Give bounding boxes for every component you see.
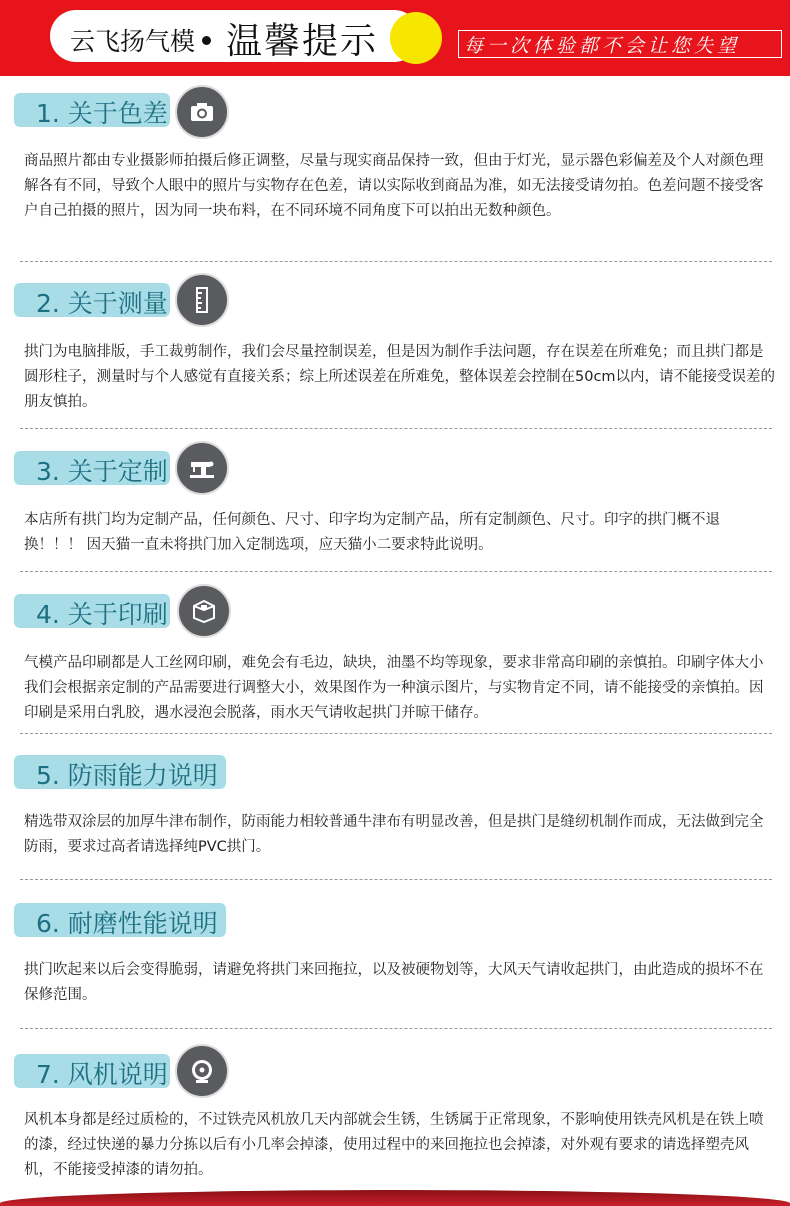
- section-heading-color-difference: [14, 93, 170, 127]
- section-heading-label: 2. 关于测量: [36, 289, 168, 318]
- section-paragraph: 拱门为电脑排版，手工裁剪制作，我们会尽量控制误差，但是因为制作手法问题，存在误差在所难免；而且拱门都是圆形柱子，测量时与个人感觉有直接关系；综上所述误差在所难免，整体误差会控制在50cm以内，请不能接受误差的朋友慎拍。: [24, 344, 776, 410]
- brand-name: 云飞扬气模: [70, 27, 196, 56]
- camera-icon: [175, 85, 229, 139]
- section-heading-label: 6. 耐磨性能说明: [36, 909, 218, 938]
- box-icon: [177, 584, 231, 638]
- section-heading-label: 4. 关于印刷: [36, 600, 168, 629]
- divider: [20, 733, 772, 734]
- footer-band: [0, 1190, 790, 1206]
- section-paragraph: 气模产品印刷都是人工丝网印刷，难免会有毛边，缺块，油墨不均等现象，要求非常高印刷的亲慎拍。印刷字体大小我们会根据亲定制的产品需要进行调整大小，效果图作为一种演示图片，与实物肯定不同，请不能接受的亲慎拍。因印刷是采用白乳胶，遇水浸泡会脱落，雨水天气请收起拱门并晾干储存。: [24, 655, 764, 721]
- divider: [20, 1028, 772, 1029]
- section-paragraph: 精选带双涂层的加厚牛津布制作，防雨能力相较普通牛津布有明显改善，但是拱门是缝纫机制作而成，无法做到完全防雨，要求过高者请选择纯PVC拱门。: [24, 814, 764, 855]
- section-heading-blower: [14, 1054, 170, 1088]
- section-heading-label: 1. 关于色差: [36, 99, 168, 128]
- section-paragraph: 本店所有拱门均为定制产品，任何颜色、尺寸、印字均为定制产品，所有定制颜色、尺寸。印字的拱门概不退换！！！ 因天猫一直未将拱门加入定制选项，应天猫小二要求特此说明。: [24, 512, 720, 553]
- fan-icon: [175, 1044, 229, 1098]
- ruler-icon: [175, 273, 229, 327]
- divider: [20, 879, 772, 880]
- section-paragraph: 拱门吹起来以后会变得脆弱，请避免将拱门来回拖拉，以及被硬物划等，大风天气请收起拱门，由此造成的损坏不在保修范围。: [24, 962, 764, 1003]
- section-heading-measurement: [14, 283, 170, 317]
- divider: [20, 571, 772, 572]
- section-heading-label: 7. 风机说明: [36, 1060, 168, 1089]
- yellow-circle-decoration: [390, 12, 442, 64]
- section-paragraph: 商品照片都由专业摄影师拍摄后修正调整，尽量与现实商品保持一致，但由于灯光，显示器色彩偏差及个人对颜色理解各有不同，导致个人眼中的照片与实物存在色差，请以实际收到商品为准，如无法接受请勿拍。色差问题不接受客户自己拍摄的照片，因为同一块布料，在不同环境不同角度下可以拍出无数种颜色。: [24, 153, 764, 219]
- section-heading-label: 5. 防雨能力说明: [36, 761, 218, 790]
- section-heading-label: 3. 关于定制: [36, 457, 168, 486]
- slogan: 每一次体验都不会让您失望: [464, 35, 741, 57]
- section-heading-durability: [14, 903, 226, 937]
- section-paragraph: 风机本身都是经过质检的，不过铁壳风机放几天内部就会生锈，生锈属于正常现象，不影响使用铁壳风机是在铁上喷的漆，经过快递的暴力分拣以后有小几率会掉漆，使用过程中的来回拖拉也会掉漆，对外观有要求的请选择塑壳风机，不能接受掉漆的请勿拍。: [24, 1112, 764, 1178]
- section-heading-customization: [14, 451, 170, 485]
- page-title: 温馨提示: [226, 21, 379, 62]
- sewing-machine-icon: [175, 441, 229, 495]
- section-heading-waterproof: [14, 755, 226, 789]
- section-heading-printing: [14, 594, 170, 628]
- divider: [20, 261, 772, 262]
- divider: [20, 428, 772, 429]
- brand-dot: [202, 36, 211, 45]
